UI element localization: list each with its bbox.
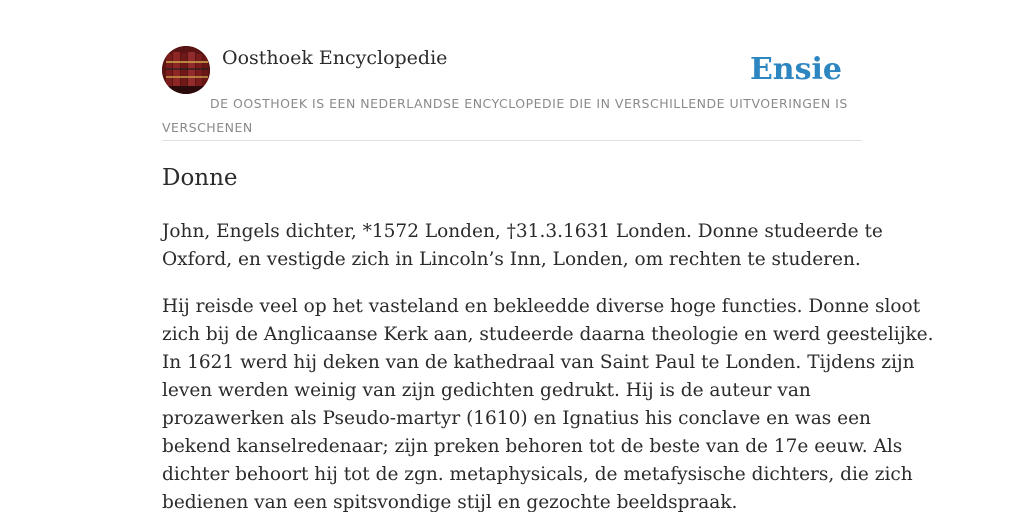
brand-logo[interactable]: Ensie: [749, 52, 842, 87]
site-title[interactable]: Oosthoek Encyclopedie: [222, 47, 448, 69]
paragraph-line: John, Engels dichter, *1572 Londen, †31.3.1631 Londen. Donne studeerde te: [162, 221, 883, 242]
paragraph-line: bekend kanselredenaar; zijn preken behoren tot de beste van de 17e eeuw. Als: [162, 436, 903, 457]
paragraph-line: bedienen van een spitsvondige stijl en gezochte beeldspraak.: [162, 492, 738, 512]
article-paragraph: [162, 218, 883, 274]
site-tagline: DE OOSTHOEK IS EEN NEDERLANDSE ENCYCLOPEDIE DIE IN VERSCHILLENDE UITVOERINGEN IS VERSCHENEN: [162, 96, 848, 135]
paragraph-line: Oxford, en vestigde zich in Lincoln’s Inn, Londen, om rechten te studeren.: [162, 249, 861, 270]
book-spines-icon: [162, 46, 210, 94]
site-header: [162, 46, 862, 141]
paragraph-line: zich bij de Anglicaanse Kerk aan, studeerde daarna theologie en werd geestelijke.: [162, 324, 934, 345]
paragraph-line: prozawerken als Pseudo-martyr (1610) en Ignatius his conclave en was een: [162, 408, 871, 429]
paragraph-line: Hij reisde veel op het vasteland en bekleedde diverse hoge functies. Donne sloot: [162, 296, 921, 317]
paragraph-line: dichter behoort hij tot de zgn. metaphysicals, de metafysische dichters, die zich: [162, 464, 913, 485]
article: [162, 160, 934, 512]
paragraph-line: leven werden weinig van zijn gedichten gedrukt. Hij is de auteur van: [162, 380, 811, 401]
article-paragraph: [162, 293, 934, 512]
site-avatar[interactable]: [162, 46, 210, 94]
article-title: Donne: [162, 165, 238, 191]
paragraph-line: In 1621 werd hij deken van de kathedraal van Saint Paul te Londen. Tijdens zijn: [162, 352, 915, 373]
